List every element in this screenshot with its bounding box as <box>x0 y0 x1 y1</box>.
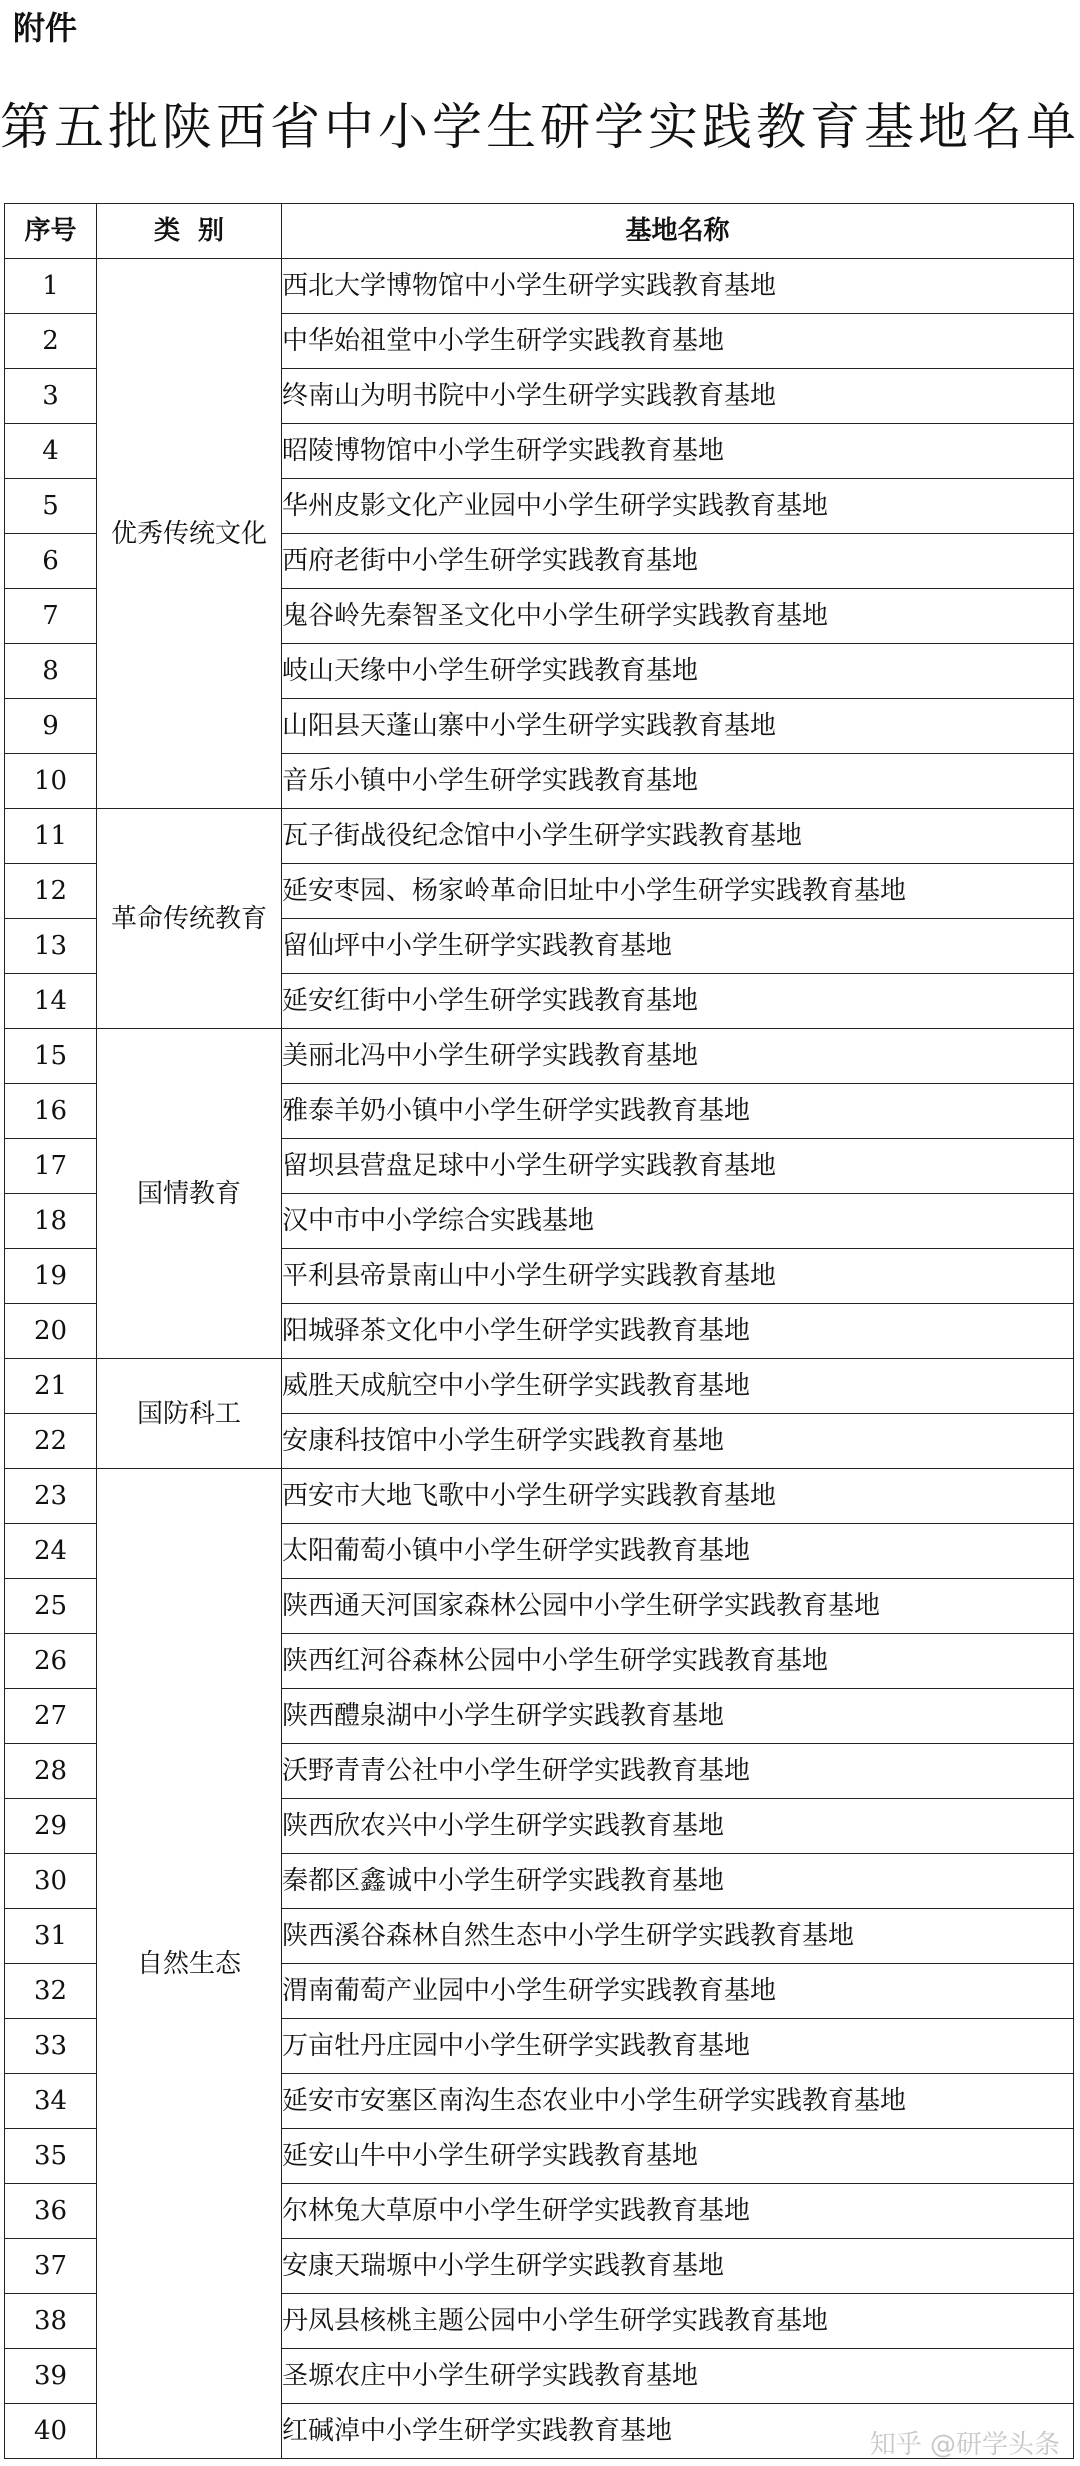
base-name: 圣塬农庄中小学生研学实践教育基地 <box>282 2349 1074 2404</box>
base-name: 万亩牡丹庄园中小学生研学实践教育基地 <box>282 2019 1074 2074</box>
row-number: 22 <box>5 1414 97 1469</box>
attachment-label: 附件 <box>13 9 78 47</box>
header-no: 序号 <box>5 204 97 259</box>
base-name: 陕西溪谷森林自然生态中小学生研学实践教育基地 <box>282 1909 1074 1964</box>
row-number: 36 <box>5 2184 97 2239</box>
base-name: 西府老街中小学生研学实践教育基地 <box>282 534 1074 589</box>
table-row <box>5 809 1074 864</box>
row-number: 11 <box>5 809 97 864</box>
base-name: 音乐小镇中小学生研学实践教育基地 <box>282 754 1074 809</box>
base-name: 太阳葡萄小镇中小学生研学实践教育基地 <box>282 1524 1074 1579</box>
base-name: 中华始祖堂中小学生研学实践教育基地 <box>282 314 1074 369</box>
table-row <box>5 1029 1074 1084</box>
base-name: 留坝县营盘足球中小学生研学实践教育基地 <box>282 1139 1074 1194</box>
row-number: 15 <box>5 1029 97 1084</box>
header-category: 类 别 <box>97 204 282 259</box>
base-list-table <box>4 203 1074 2459</box>
base-name: 延安市安塞区南沟生态农业中小学生研学实践教育基地 <box>282 2074 1074 2129</box>
base-name: 延安山牛中小学生研学实践教育基地 <box>282 2129 1074 2184</box>
header-name: 基地名称 <box>282 204 1074 259</box>
base-name: 岐山天缘中小学生研学实践教育基地 <box>282 644 1074 699</box>
table-body <box>5 259 1074 2459</box>
base-name: 终南山为明书院中小学生研学实践教育基地 <box>282 369 1074 424</box>
base-name: 红碱淖中小学生研学实践教育基地 <box>282 2404 1074 2459</box>
base-name: 丹凤县核桃主题公园中小学生研学实践教育基地 <box>282 2294 1074 2349</box>
row-number: 29 <box>5 1799 97 1854</box>
row-number: 3 <box>5 369 97 424</box>
row-number: 38 <box>5 2294 97 2349</box>
row-number: 19 <box>5 1249 97 1304</box>
row-number: 28 <box>5 1744 97 1799</box>
row-number: 1 <box>5 259 97 314</box>
row-number: 32 <box>5 1964 97 2019</box>
table-row <box>5 259 1074 314</box>
row-number: 27 <box>5 1689 97 1744</box>
row-number: 37 <box>5 2239 97 2294</box>
table-row <box>5 1359 1074 1414</box>
base-name: 昭陵博物馆中小学生研学实践教育基地 <box>282 424 1074 479</box>
base-name: 瓦子街战役纪念馆中小学生研学实践教育基地 <box>282 809 1074 864</box>
base-name: 留仙坪中小学生研学实践教育基地 <box>282 919 1074 974</box>
row-number: 20 <box>5 1304 97 1359</box>
base-name: 阳城驿茶文化中小学生研学实践教育基地 <box>282 1304 1074 1359</box>
row-number: 9 <box>5 699 97 754</box>
base-name: 美丽北冯中小学生研学实践教育基地 <box>282 1029 1074 1084</box>
base-name: 西安市大地飞歌中小学生研学实践教育基地 <box>282 1469 1074 1524</box>
row-number: 25 <box>5 1579 97 1634</box>
row-number: 2 <box>5 314 97 369</box>
category-cell: 革命传统教育 <box>97 809 282 1029</box>
base-name: 陕西红河谷森林公园中小学生研学实践教育基地 <box>282 1634 1074 1689</box>
base-name: 陕西欣农兴中小学生研学实践教育基地 <box>282 1799 1074 1854</box>
row-number: 14 <box>5 974 97 1029</box>
base-name: 华州皮影文化产业园中小学生研学实践教育基地 <box>282 479 1074 534</box>
base-name: 威胜天成航空中小学生研学实践教育基地 <box>282 1359 1074 1414</box>
base-name: 安康科技馆中小学生研学实践教育基地 <box>282 1414 1074 1469</box>
base-name: 陕西通天河国家森林公园中小学生研学实践教育基地 <box>282 1579 1074 1634</box>
row-number: 10 <box>5 754 97 809</box>
row-number: 21 <box>5 1359 97 1414</box>
row-number: 7 <box>5 589 97 644</box>
row-number: 40 <box>5 2404 97 2459</box>
base-name: 平利县帝景南山中小学生研学实践教育基地 <box>282 1249 1074 1304</box>
base-name: 秦都区鑫诚中小学生研学实践教育基地 <box>282 1854 1074 1909</box>
row-number: 17 <box>5 1139 97 1194</box>
row-number: 23 <box>5 1469 97 1524</box>
base-name: 延安红街中小学生研学实践教育基地 <box>282 974 1074 1029</box>
row-number: 12 <box>5 864 97 919</box>
row-number: 16 <box>5 1084 97 1139</box>
base-name: 沃野青青公社中小学生研学实践教育基地 <box>282 1744 1074 1799</box>
base-name: 尔林兔大草原中小学生研学实践教育基地 <box>282 2184 1074 2239</box>
row-number: 39 <box>5 2349 97 2404</box>
base-name: 汉中市中小学综合实践基地 <box>282 1194 1074 1249</box>
base-name: 渭南葡萄产业园中小学生研学实践教育基地 <box>282 1964 1074 2019</box>
category-cell: 国防科工 <box>97 1359 282 1469</box>
row-number: 26 <box>5 1634 97 1689</box>
base-name: 陕西醴泉湖中小学生研学实践教育基地 <box>282 1689 1074 1744</box>
base-name: 山阳县天蓬山寨中小学生研学实践教育基地 <box>282 699 1074 754</box>
category-cell: 国情教育 <box>97 1029 282 1359</box>
row-number: 13 <box>5 919 97 974</box>
category-cell: 优秀传统文化 <box>97 259 282 809</box>
row-number: 4 <box>5 424 97 479</box>
category-cell: 自然生态 <box>97 1469 282 2459</box>
row-number: 30 <box>5 1854 97 1909</box>
row-number: 8 <box>5 644 97 699</box>
base-name: 鬼谷岭先秦智圣文化中小学生研学实践教育基地 <box>282 589 1074 644</box>
document-title: 第五批陕西省中小学生研学实践教育基地名单 <box>0 98 1080 156</box>
table-row <box>5 1469 1074 1524</box>
base-name: 西北大学博物馆中小学生研学实践教育基地 <box>282 259 1074 314</box>
row-number: 24 <box>5 1524 97 1579</box>
row-number: 35 <box>5 2129 97 2184</box>
row-number: 31 <box>5 1909 97 1964</box>
base-name: 雅泰羊奶小镇中小学生研学实践教育基地 <box>282 1084 1074 1139</box>
row-number: 5 <box>5 479 97 534</box>
base-name: 延安枣园、杨家岭革命旧址中小学生研学实践教育基地 <box>282 864 1074 919</box>
row-number: 33 <box>5 2019 97 2074</box>
watermark: 知乎 @研学头条 <box>869 2430 1060 2460</box>
base-name: 安康天瑞塬中小学生研学实践教育基地 <box>282 2239 1074 2294</box>
table-header-row <box>5 204 1074 259</box>
row-number: 34 <box>5 2074 97 2129</box>
row-number: 18 <box>5 1194 97 1249</box>
row-number: 6 <box>5 534 97 589</box>
